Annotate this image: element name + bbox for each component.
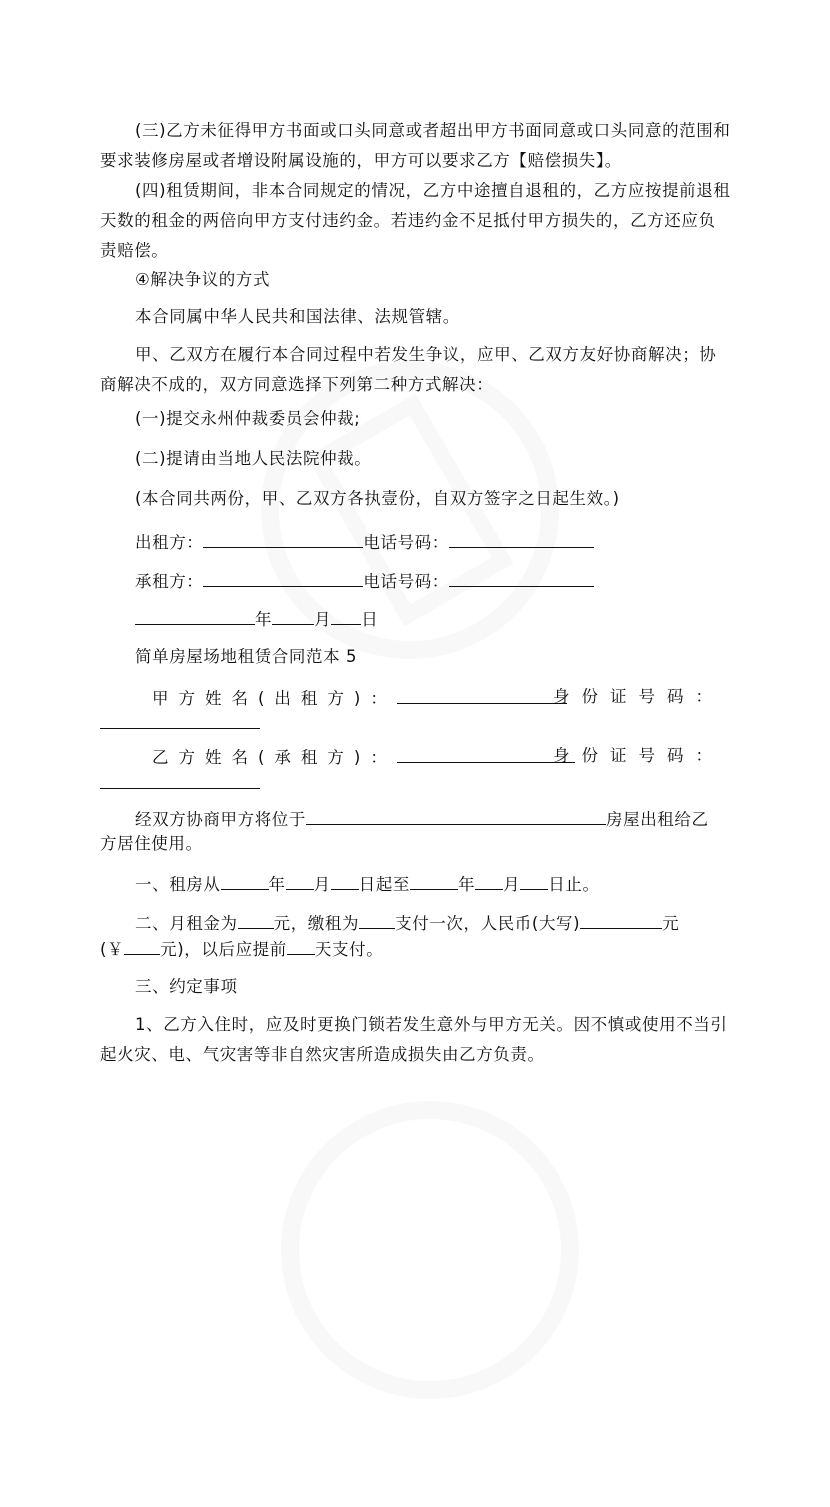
rent-yuan-label: 元，缴租为: [273, 914, 360, 933]
paragraph-copies: (本合同共两份，甲、乙双方各执壹份，自双方签字之日起生效。): [135, 489, 620, 508]
location-suffix: 房屋出租给乙: [606, 810, 709, 829]
agreed-item-1: 1、乙方入住时，应及时更换门锁若发生意外与甲方无关。因不慎或使用不当引起火灾、电、气灾害等非自然灾害所造成损失由乙方负责。: [100, 1015, 728, 1064]
date-line: [135, 606, 378, 632]
lessee-signature-line: [135, 568, 594, 594]
party-b-id-blank[interactable]: [100, 770, 260, 789]
location-tail: 方居住使用。: [100, 834, 203, 853]
pay-period-blank[interactable]: [359, 910, 395, 929]
section-heading-dispute: ④解决争议的方式: [135, 270, 271, 289]
term-line: [135, 871, 600, 897]
year-blank[interactable]: [135, 606, 255, 625]
lessor-phone-blank[interactable]: [449, 529, 594, 548]
party-b-id-row: [100, 770, 732, 796]
month-blank[interactable]: [272, 606, 314, 625]
rent-amount-blank[interactable]: [124, 936, 160, 955]
agreed-heading: 三、约定事项: [135, 977, 238, 996]
paragraph-clause-3: (三)乙方未征得甲方书面或口头同意或者超出甲方书面同意或口头同意的范围和要求装修房屋或者增设附属设施的，甲方可以要求乙方【赔偿损失】。: [100, 121, 731, 170]
monthly-rent-blank[interactable]: [238, 910, 274, 929]
watermark-logo: [195, 993, 665, 1507]
paragraph-law: 本合同属中华人民共和国法律、法规管辖。: [135, 307, 460, 326]
template-title: 简单房屋场地租赁合同范本 5: [135, 647, 358, 666]
start-month-blank[interactable]: [286, 871, 314, 890]
option-arbitration: (一)提交永州仲裁委员会仲裁;: [135, 409, 361, 428]
lessee-blank[interactable]: [203, 568, 363, 587]
party-b-name-blank[interactable]: [397, 744, 575, 763]
day-blank[interactable]: [331, 606, 361, 625]
end-year-blank[interactable]: [410, 871, 458, 890]
party-a-id-row: [100, 710, 732, 736]
party-a-id-blank[interactable]: [100, 710, 260, 729]
party-a-label: 甲方姓名(出租方)：: [152, 689, 397, 708]
location-prefix: 经双方协商甲方将位于: [135, 810, 306, 829]
start-day-blank[interactable]: [331, 871, 359, 890]
phone-label: 电话号码：: [363, 533, 449, 552]
party-b-label: 乙方姓名(承租方)：: [152, 748, 397, 767]
rent-close-label: 元)，以后应提前: [160, 940, 287, 959]
end-day-blank[interactable]: [520, 871, 548, 890]
option-court: (二)提请由当地人民法院仲裁。: [135, 449, 372, 468]
end-year-label: 年: [458, 875, 476, 894]
end-month-label: 月: [503, 875, 521, 894]
term-label: 一、租房从: [135, 875, 221, 894]
rent-yuan2-label: 元: [662, 914, 680, 933]
lessor-signature-line: [135, 529, 594, 555]
term-from-label: 日起至: [358, 875, 411, 894]
start-year-label: 年: [268, 875, 286, 894]
lessor-blank[interactable]: [203, 529, 363, 548]
rent-line-2: [100, 936, 383, 962]
paragraph-clause-4: (四)租赁期间，非本合同规定的情况，乙方中途擅自退租的，乙方应按提前退租天数的租金的两倍向甲方支付违约金。若违约金不足抵付甲方损失的，乙方还应负责赔偿。: [100, 181, 731, 260]
location-line: [135, 806, 709, 832]
rent-words-blank[interactable]: [580, 910, 662, 929]
start-month-label: 月: [313, 875, 331, 894]
rent-days-label: 天支付。: [314, 940, 384, 959]
end-month-blank[interactable]: [475, 871, 503, 890]
party-a-row: [100, 685, 732, 711]
rent-open-label: (￥: [100, 940, 125, 959]
party-a-name-blank[interactable]: [397, 685, 567, 704]
party-b-row: [100, 744, 732, 770]
lessee-phone-blank[interactable]: [449, 568, 594, 587]
rent-pay-label: 支付一次，人民币(大写): [395, 914, 581, 933]
term-end-label: 日止。: [548, 875, 600, 894]
advance-days-blank[interactable]: [287, 936, 315, 955]
phone-label: 电话号码：: [363, 572, 449, 591]
lessee-label: 承租方：: [135, 572, 204, 591]
lessor-label: 出租方：: [135, 533, 204, 552]
start-year-blank[interactable]: [221, 871, 269, 890]
rent-label: 二、月租金为: [135, 914, 238, 933]
paragraph-dispute: 甲、乙双方在履行本合同过程中若发生争议，应甲、乙双方友好协商解决；协商解决不成的，双方同意选择下列第二种方式解决：: [100, 345, 717, 394]
rent-line: [135, 910, 679, 936]
party-a-id-label: 身份证号码：: [553, 687, 724, 706]
day-label: 日: [361, 610, 379, 629]
location-blank[interactable]: [306, 806, 606, 825]
year-label: 年: [255, 610, 273, 629]
party-b-id-label: 身份证号码：: [553, 746, 724, 765]
month-label: 月: [314, 610, 332, 629]
